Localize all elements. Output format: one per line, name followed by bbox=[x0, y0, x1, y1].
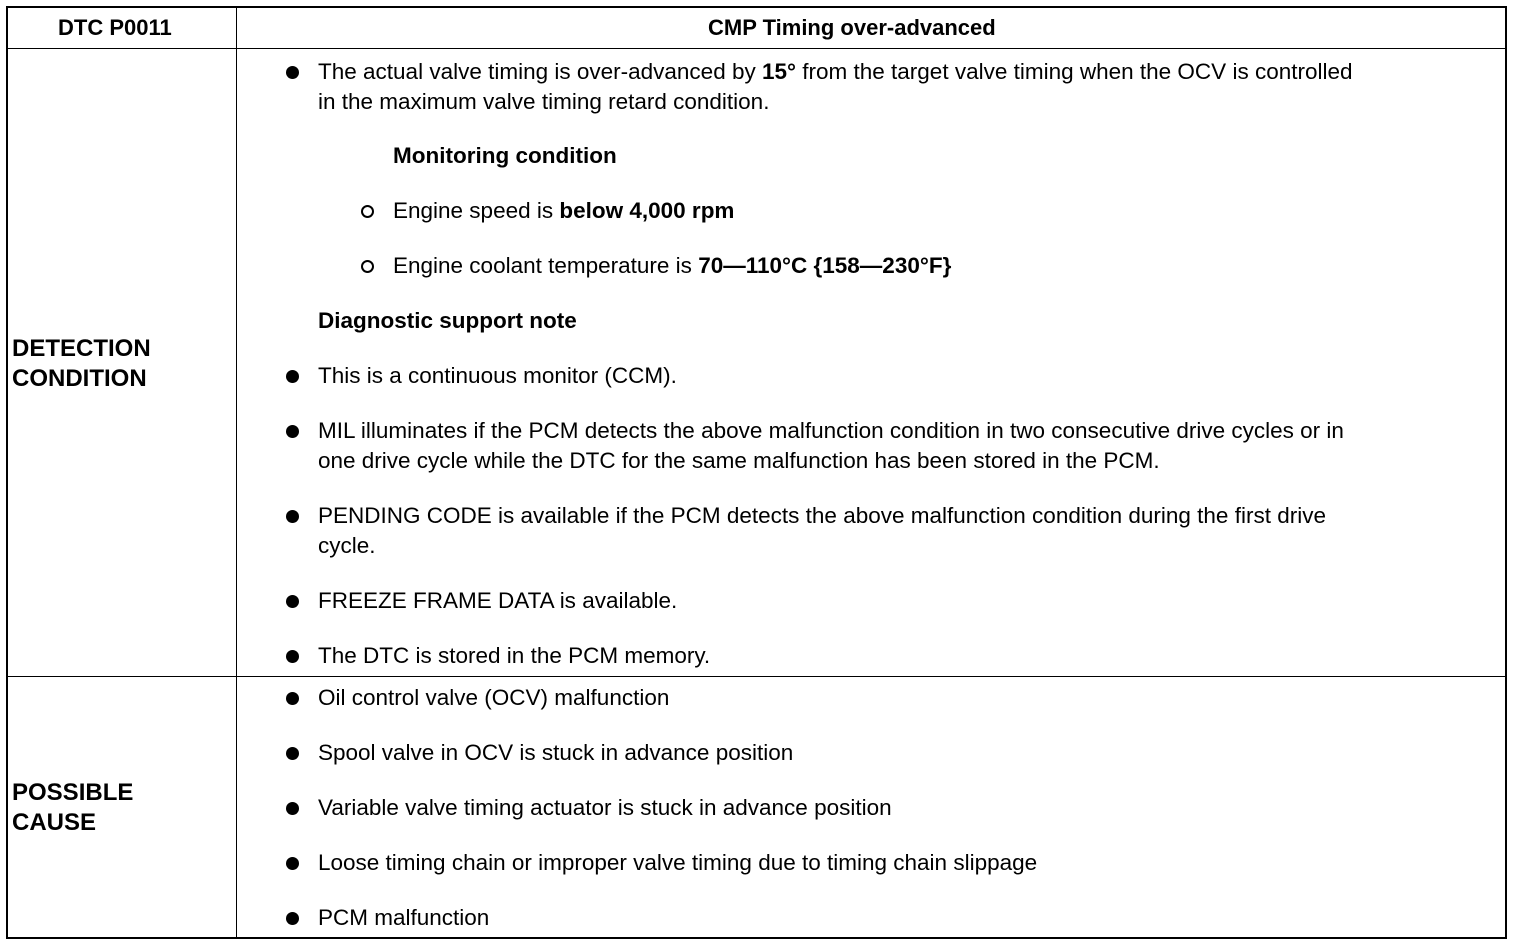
open-circle-bullet-icon bbox=[361, 205, 374, 218]
intro-text-a: The actual valve timing is over-advanced by bbox=[318, 59, 762, 84]
bullet-icon bbox=[286, 857, 299, 870]
monitoring-item-value: 70—110°C {158—230°F} bbox=[698, 253, 952, 278]
intro-angle-value: 15° bbox=[761, 59, 796, 84]
monitoring-item bbox=[393, 251, 951, 281]
intro-text-b: from the target valve timing when the OCV is controlled bbox=[796, 59, 1353, 84]
cause-item: Loose timing chain or improper valve timing due to timing chain slippage bbox=[318, 850, 1038, 875]
detection-intro-line2: in the maximum valve timing retard condition. bbox=[318, 89, 770, 114]
bullet-icon bbox=[286, 595, 299, 608]
bullet-icon bbox=[286, 650, 299, 663]
dtc-code-header: DTC P0011 bbox=[58, 15, 172, 40]
bullet-icon bbox=[286, 510, 299, 523]
monitoring-item-value: below 4,000 rpm bbox=[559, 198, 735, 223]
cause-label-line1: POSSIBLE bbox=[12, 779, 134, 806]
support-note: MIL illuminates if the PCM detects the above malfunction condition in two consecutive drive cycles or in bbox=[318, 418, 1344, 443]
cause-item: PCM malfunction bbox=[318, 905, 490, 930]
dtc-title-header: CMP Timing over-advanced bbox=[708, 15, 996, 40]
bullet-icon bbox=[286, 692, 299, 705]
column-divider bbox=[236, 6, 237, 939]
support-note-continued: one drive cycle while the DTC for the same malfunction has been stored in the PCM. bbox=[318, 448, 1160, 473]
support-note: This is a continuous monitor (CCM). bbox=[318, 363, 677, 388]
support-note: The DTC is stored in the PCM memory. bbox=[318, 643, 711, 668]
bullet-icon bbox=[286, 912, 299, 925]
bullet-icon bbox=[286, 66, 299, 79]
possible-cause-label bbox=[12, 778, 133, 838]
row-divider bbox=[6, 676, 1507, 677]
support-note-continued: cycle. bbox=[318, 533, 376, 558]
bullet-icon bbox=[286, 425, 299, 438]
bullet-icon bbox=[286, 370, 299, 383]
detection-condition-label bbox=[12, 334, 151, 394]
cause-item: Oil control valve (OCV) malfunction bbox=[318, 685, 670, 710]
support-note: FREEZE FRAME DATA is available. bbox=[318, 588, 678, 613]
cause-label-line2: CAUSE bbox=[12, 809, 97, 836]
diagnostic-support-heading: Diagnostic support note bbox=[318, 308, 577, 333]
cause-item: Spool valve in OCV is stuck in advance position bbox=[318, 740, 794, 765]
monitoring-item-prefix: Engine speed is bbox=[393, 198, 560, 223]
header-divider bbox=[6, 48, 1507, 49]
bullet-icon bbox=[286, 747, 299, 760]
detection-intro bbox=[318, 57, 1353, 87]
detection-label-line1: DETECTION bbox=[12, 335, 151, 362]
bullet-icon bbox=[286, 802, 299, 815]
cause-item: Variable valve timing actuator is stuck in advance position bbox=[318, 795, 892, 820]
monitoring-item-prefix: Engine coolant temperature is bbox=[393, 253, 699, 278]
detection-label-line2: CONDITION bbox=[12, 365, 147, 392]
monitoring-condition-heading: Monitoring condition bbox=[393, 143, 617, 168]
monitoring-item bbox=[393, 196, 734, 226]
support-note: PENDING CODE is available if the PCM detects the above malfunction condition during the first drive bbox=[318, 503, 1326, 528]
open-circle-bullet-icon bbox=[361, 260, 374, 273]
